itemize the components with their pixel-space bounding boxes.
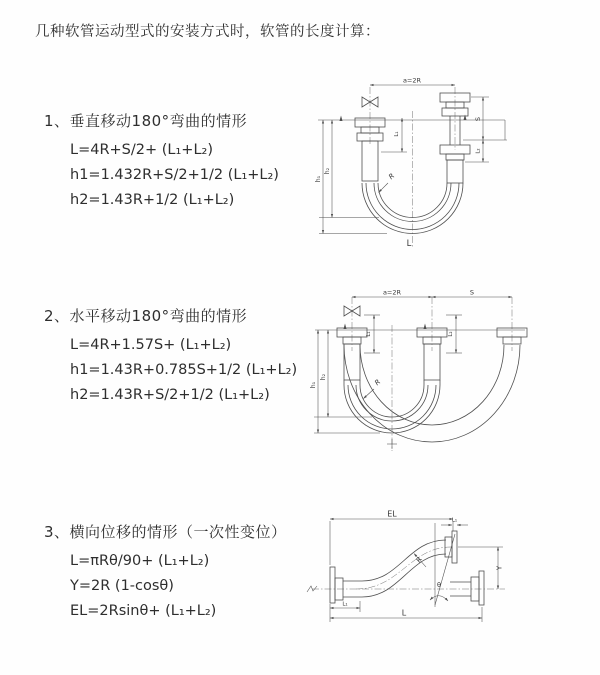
label-h1: h₁	[315, 175, 322, 183]
dim-h1	[310, 330, 383, 433]
section-horizontal-bend	[44, 305, 297, 408]
up-arrow	[344, 324, 347, 330]
label-r: R	[373, 377, 383, 388]
formula-h2: h2=1.43R+1/2 (L₁+L₂)	[70, 192, 235, 208]
label-r: R	[387, 171, 397, 182]
label-a2r: a=2R	[382, 288, 402, 297]
diagram-lateral-displacement	[300, 505, 590, 645]
diagram-vertical-180-bend	[315, 75, 590, 260]
formula-h1: h1=1.43R+0.785S+1/2 (L₁+L₂)	[70, 362, 298, 378]
label-h2: h₂	[324, 167, 331, 175]
hose-braid	[447, 160, 463, 183]
section-2-heading: 2、水平移动180°弯曲的情形	[44, 307, 248, 325]
label-l1: L₁	[366, 331, 372, 337]
label-el: EL	[387, 509, 397, 519]
dim-el	[330, 510, 453, 566]
section-lateral-displacement	[44, 521, 287, 624]
diagram-horizontal-180-bend	[310, 285, 595, 455]
up-arrow	[424, 324, 427, 330]
label-h1: h₁	[310, 381, 317, 389]
label-r: R	[414, 555, 425, 565]
dim-a2r	[370, 77, 455, 86]
dim-l	[330, 601, 482, 622]
page-title: 几种软管运动型式的安装方式时，软管的长度计算：	[35, 24, 380, 40]
dim-s	[432, 289, 512, 298]
original-connector	[450, 571, 484, 605]
formula-h1: h1=1.432R+S/2+1/2 (L₁+L₂)	[70, 167, 279, 183]
label-l2: L₂	[448, 331, 454, 337]
dim-l2	[465, 140, 489, 162]
formula-L: L=4R+S/2+ (L₁+L₂)	[70, 142, 213, 158]
label-h2: h₂	[320, 373, 327, 381]
formula-EL: EL=2Rsinθ+ (L₁+L₂)	[70, 603, 217, 619]
dim-a2r	[352, 289, 432, 298]
up-arrow	[464, 115, 467, 121]
formula-L: L=πRθ/90+ (L₁+L₂)	[70, 553, 210, 569]
label-l1-bottom: L₁	[342, 601, 348, 608]
dim-l1-top	[441, 518, 468, 526]
dim-y	[458, 547, 504, 589]
label-l1: L₁	[394, 131, 400, 137]
label-s: S	[469, 288, 475, 297]
label-l: L	[401, 608, 407, 618]
label-l-bottom: L	[406, 239, 412, 249]
main-centerline	[307, 586, 505, 592]
radius-callout	[379, 172, 397, 193]
formula-Y: Y=2R (1-cosθ)	[70, 578, 174, 594]
bottom-tick	[387, 439, 397, 449]
radius-callout	[364, 378, 383, 399]
label-a2r: a=2R	[402, 76, 422, 85]
label-theta: θ	[437, 581, 441, 589]
label-l2: L₂	[475, 148, 482, 154]
dim-s	[463, 97, 507, 140]
dim-l2	[446, 315, 462, 353]
formula-L: L=4R+1.57S+ (L₁+L₂)	[70, 337, 232, 353]
hose-u-bend-moved	[344, 345, 520, 442]
dim-h1	[315, 120, 387, 234]
hose-braid	[362, 141, 378, 181]
section-vertical-bend	[44, 110, 279, 213]
formula-h2: h2=1.43R+S/2+1/2 (L₁+L₂)	[70, 387, 270, 403]
dim-l1	[364, 315, 380, 353]
centerlines	[352, 297, 512, 451]
up-arrow	[340, 116, 343, 122]
section-1-heading: 1、垂直移动180°弯曲的情形	[44, 112, 248, 130]
label-l1-top: L₁	[451, 517, 458, 524]
label-s: S	[474, 116, 482, 122]
left-connector	[330, 567, 362, 603]
label-y: Y	[495, 565, 504, 571]
section-3-heading: 3、横向位移的情形（一次性变位）	[44, 523, 287, 541]
